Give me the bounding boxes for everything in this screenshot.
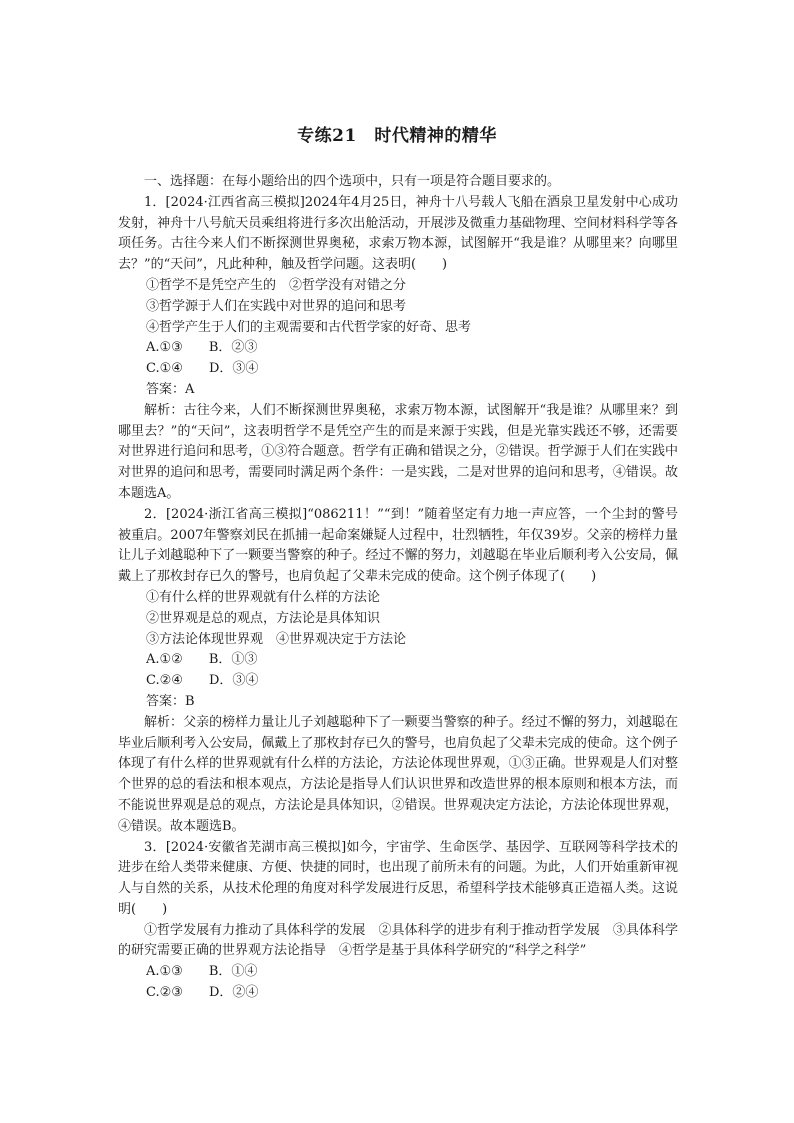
- question-option: ①有什么样的世界观就有什么样的方法论: [146, 589, 381, 605]
- choice-row: [118, 338, 678, 359]
- question-1: [118, 193, 678, 505]
- content-body: [118, 172, 678, 1004]
- question-option: ③方法论体现世界观 ④世界观决定于方法论: [146, 631, 407, 647]
- choice-b: B．①④: [208, 964, 258, 980]
- choice-d: D．③④: [208, 361, 259, 377]
- choice-a: A.①③: [146, 964, 183, 980]
- choice-row: [118, 962, 678, 983]
- choice-d: D．②④: [208, 985, 259, 1001]
- choice-c: C.①④: [146, 361, 183, 377]
- page-title: 专练21 时代精神的精华: [297, 126, 497, 146]
- section-heading: 一、选择题：在每小题给出的四个选项中，只有一项是符合题目要求的。: [144, 174, 561, 189]
- choice-b: B．①③: [208, 652, 258, 668]
- answer: 答案：B: [146, 693, 195, 709]
- choice-row: [118, 650, 678, 671]
- choice-row: [118, 671, 678, 692]
- question-option: ④哲学产生于人们的主观需要和古代哲学家的好奇、思考: [146, 319, 472, 335]
- question-option: ②世界观是总的观点，方法论是具体知识: [146, 610, 381, 626]
- analysis: 解析：父亲的榜样力量让儿子刘越聪种下了一颗要当警察的种子。经过不懈的努力，刘越聪在毕业后顺利考入公安局，佩戴上了那枚封存已久的警号，也肩负起了父辈未完成的使命。这个例子体现了有什么样的世界观就有什么样的方法论，方法论体现世界观，①③正确。世界观是人们对整个世界的总的看法和根本观点，方法论是指导人们认识世界和改造世界的根本原则和根本方法，而不能说世界观是总的观点，方法论是具体知识，②错误。世界观决定方法论，方法论体现世界观，④错误。故本题选B。: [118, 714, 678, 834]
- choice-a: A.①②: [146, 652, 183, 668]
- analysis: 解析：古往今来，人们不断探测世界奥秘，求索万物本源，试图解开“我是谁？从哪里来？到哪里去？”的“天问”，这表明哲学不是凭空产生的而是来源于实践，但是光靠实践还不够，还需要对世界进行追问和思考，①③符合题意。哲学有正确和错误之分，②错误。哲学源于人们在实践中对世界的追问和思考，需要同时满足两个条件：一是实践，二是对世界的追问和思考，④错误。故本题选A。: [118, 402, 678, 501]
- choice-row: [118, 359, 678, 380]
- choice-d: D．③④: [208, 673, 259, 689]
- answer: 答案：A: [146, 381, 195, 397]
- question-2: [118, 505, 678, 838]
- question-stem: 1．[2024·江西省高三模拟]2024年4月25日，神舟十八号载人飞船在酒泉卫星发射中心成功发射，神舟十八号航天员乘组将进行多次出舱活动，开展涉及微重力基础物理、空间材料科学等各项任务。古往今来人们不断探测世界奥秘，求索万物本源，试图解开“我是谁？从哪里来？向哪里去？”的“天问”，凡此种种，触及哲学问题。这表明( ): [118, 194, 678, 273]
- choice-a: A.①③: [146, 340, 183, 356]
- choice-row: [118, 983, 678, 1004]
- question-stem: 3．[2024·安徽省芜湖市高三模拟]如今，宇宙学、生命医学、基因学、互联网等科学技术的进步在给人类带来健康、方便、快捷的同时，也出现了前所未有的问题。为此，人们开始重新审视人与自然的关系，从技术伦理的角度对科学发展进行反思，希望科学技术能够真正造福人类。这说明( ): [118, 839, 678, 917]
- choice-c: C.②④: [146, 673, 183, 689]
- choice-c: C.②③: [146, 985, 183, 1001]
- question-option: ③哲学源于人们在实践中对世界的追问和思考: [146, 298, 407, 314]
- question-3: [118, 838, 678, 1004]
- question-options: ①哲学发展有力推动了具体科学的发展 ②具体科学的进步有利于推动哲学发展 ③具体科学的研究需要正确的世界观方法论指导 ④哲学是基于具体科学研究的“科学之科学”: [118, 922, 678, 959]
- choice-b: B．②③: [208, 340, 258, 356]
- question-stem: 2．[2024·浙江省高三模拟]“086211！”“到！”随着坚定有力地一声应答，一个尘封的警号被重启。2007年警察刘民在抓捕一起命案嫌疑人过程中，壮烈牺牲，年仅39岁。父亲的榜样力量让儿子刘越聪种下了一颗要当警察的种子。经过不懈的努力，刘越聪在毕业后顺利考入公安局，佩戴上了那枚封存已久的警号，也肩负起了父辈未完成的使命。这个例子体现了( ): [118, 506, 678, 585]
- question-option: ①哲学不是凭空产生的 ②哲学没有对错之分: [146, 277, 407, 293]
